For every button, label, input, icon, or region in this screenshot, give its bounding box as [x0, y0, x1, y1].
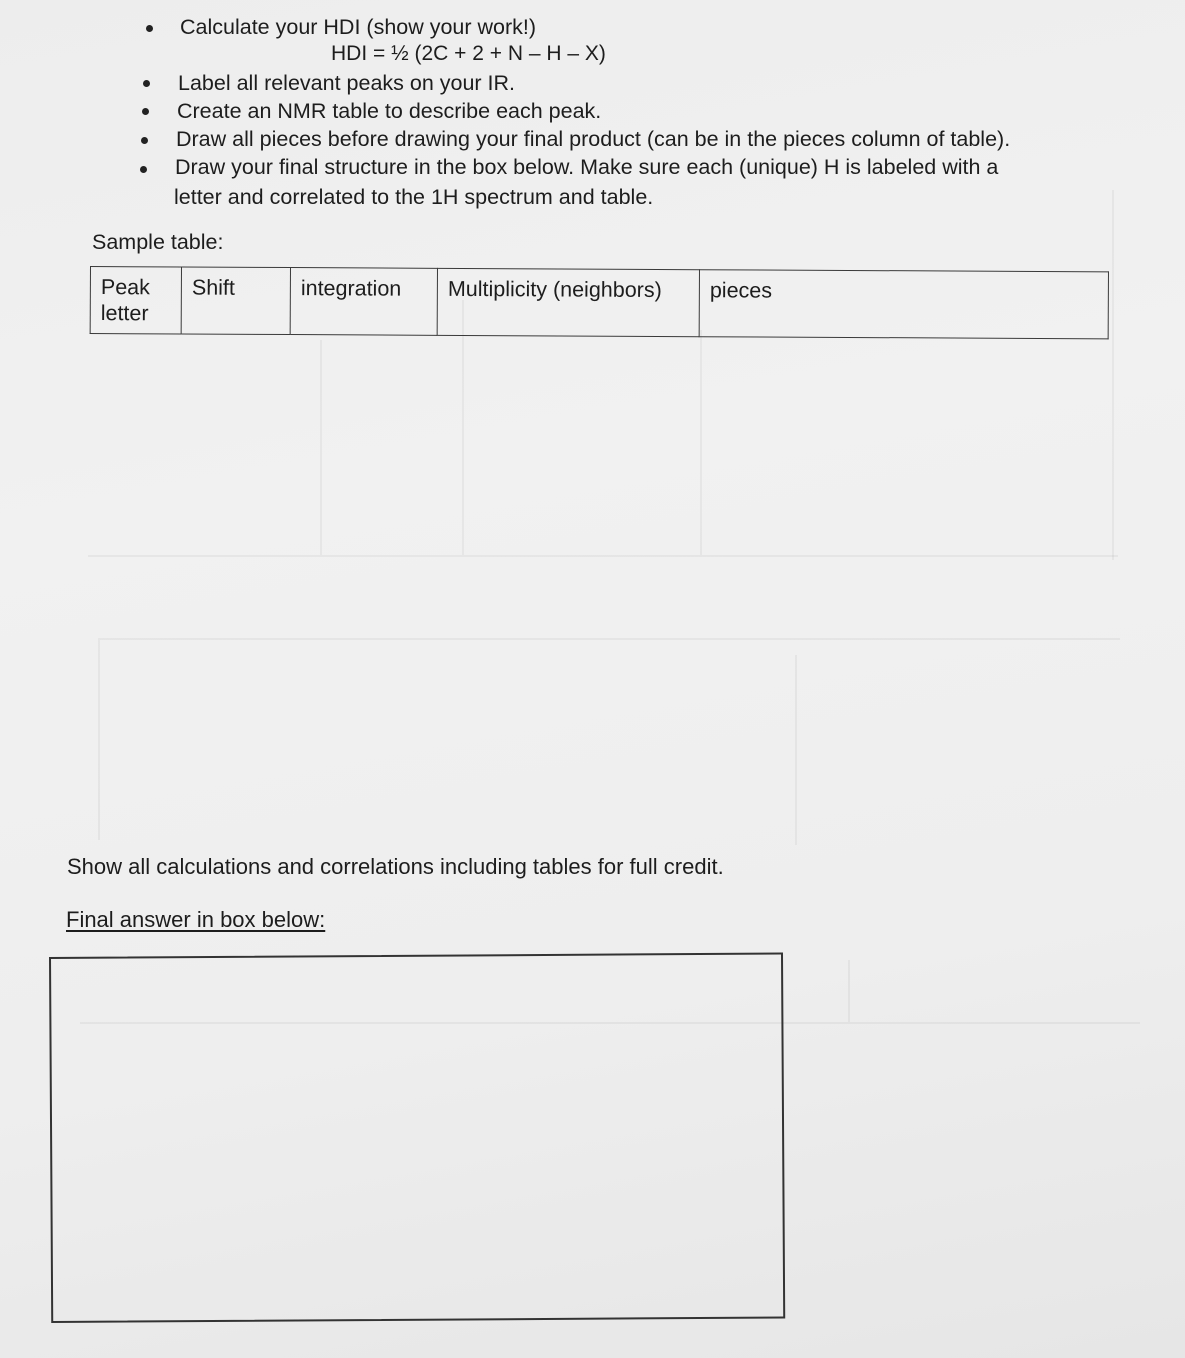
bullet-dot [141, 137, 148, 144]
table-header-row [90, 267, 1108, 339]
header-multiplicity: Multiplicity (neighbors) [437, 268, 699, 336]
header-pieces: pieces [699, 270, 1108, 339]
instruction-item: Label all relevant peaks on your IR. [178, 71, 516, 95]
header-letter: letter [100, 301, 149, 326]
instruction-item-continuation: letter and correlated to the 1H spectrum and table. [174, 185, 654, 209]
header-peak: Peak [100, 275, 150, 300]
sample-nmr-table [90, 266, 1109, 339]
bullet-dot [140, 166, 147, 173]
header-integration: integration [290, 268, 437, 336]
sample-table-label: Sample table: [92, 230, 224, 254]
bullet-dot [146, 25, 153, 32]
bullet-dot [142, 108, 149, 115]
header-peak-letter [90, 267, 181, 334]
instruction-item: Calculate your HDI (show your work!) [180, 15, 537, 39]
header-shift: Shift [181, 267, 290, 335]
final-answer-label: Final answer in box below: [66, 907, 326, 932]
instruction-item: Draw your final structure in the box below. Make sure each (unique) H is labeled with a [175, 155, 999, 179]
final-answer-box[interactable] [49, 953, 785, 1323]
hdi-formula: HDI = ½ (2C + 2 + N – H – X) [331, 42, 606, 65]
instruction-item: Draw all pieces before drawing your final product (can be in the pieces column of table). [176, 127, 1011, 151]
instruction-item: Create an NMR table to describe each peak. [177, 99, 602, 123]
bullet-dot [143, 80, 150, 87]
credit-note: Show all calculations and correlations including tables for full credit. [67, 854, 724, 879]
